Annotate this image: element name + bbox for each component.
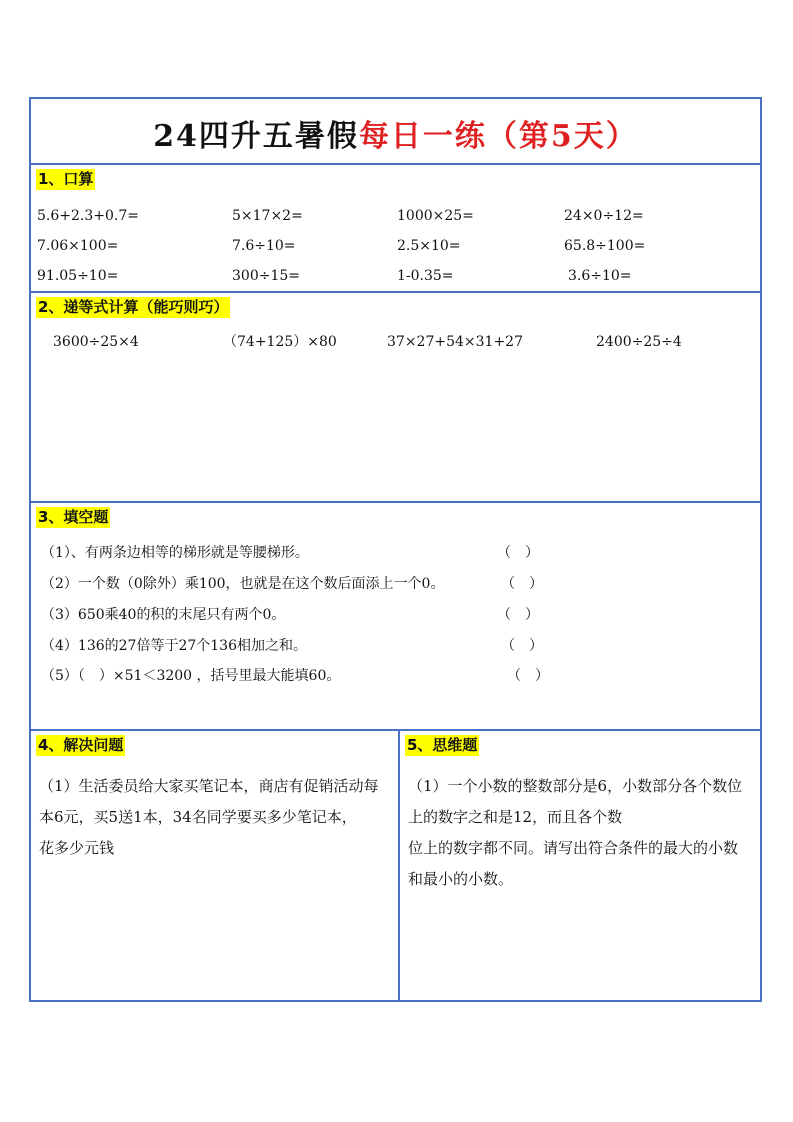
title-highlight: 每日一练（第5天）	[358, 119, 638, 154]
section-word-problem	[31, 731, 398, 1000]
mental-item: 5.6+2.3+0.7=	[37, 208, 139, 224]
problem-line: 本6元，买5送1本，34名同学要买多少笔记本，	[39, 808, 357, 826]
mental-item: 65.8÷100=	[564, 238, 646, 254]
problem-line: （1）生活委员给大家买笔记本，商店有促销活动每	[39, 777, 379, 795]
title-row	[31, 99, 760, 165]
mental-item: 91.05÷10=	[37, 268, 119, 284]
judge-item-text: （5）（ ）×51＜3200 ，括号里最大能填60。	[41, 668, 341, 684]
judge-item-text: （4）136的27倍等于27个136相加之和。	[41, 638, 307, 654]
section-fill-blank	[31, 503, 760, 731]
calc-item: 37×27+54×31+27	[387, 334, 523, 350]
calc-item: 3600÷25×4	[53, 334, 139, 350]
mental-item: 1000×25=	[397, 208, 474, 224]
word-problem-text	[39, 771, 392, 864]
answer-blank[interactable]: （ ）	[497, 607, 539, 623]
mental-item: 2.5×10=	[397, 238, 461, 254]
problem-line: （1）一个小数的整数部分是6，小数部分各个数位	[408, 777, 743, 795]
answer-blank[interactable]: （ ）	[501, 576, 543, 592]
answer-blank[interactable]: （ ）	[501, 638, 543, 654]
section-heading-5: 5、思维题	[407, 736, 478, 754]
mental-item: 7.6÷10=	[232, 238, 296, 254]
mental-item: 300÷15=	[232, 268, 300, 284]
section-thinking	[400, 731, 760, 1000]
problem-line: 上的数字之和是12，而且各个数	[408, 808, 623, 826]
calc-item: （74+125）×80	[223, 334, 337, 350]
mental-item: 1-0.35=	[397, 268, 454, 284]
worksheet	[29, 97, 762, 1002]
title-main: 24四升五暑假	[153, 119, 359, 154]
section-heading-3: 3、填空题	[38, 508, 109, 526]
bottom-row	[31, 731, 760, 1000]
problem-line: 和最小的小数。	[408, 870, 514, 888]
answer-blank[interactable]: （ ）	[497, 545, 539, 561]
section-step-calculation	[31, 293, 760, 503]
section-mental-math	[31, 165, 760, 293]
calc-item: 2400÷25÷4	[596, 334, 682, 350]
section-heading-1: 1、口算	[38, 170, 94, 188]
judge-item-text: （2）一个数（0除外）乘100，也就是在这个数后面添上一个0。	[41, 576, 445, 592]
judge-item-text: （3）650乘40的积的末尾只有两个0。	[41, 607, 286, 623]
judge-item-text: （1）、有两条边相等的梯形就是等腰梯形。	[41, 545, 309, 561]
mental-item: 24×0÷12=	[564, 208, 644, 224]
section-heading-2: 2、递等式计算（能巧则巧）	[38, 298, 229, 316]
answer-blank[interactable]: （ ）	[507, 668, 549, 684]
problem-line: 花多少元钱	[39, 839, 115, 857]
mental-item: 5×17×2=	[232, 208, 303, 224]
mental-item: 3.6÷10=	[568, 268, 632, 284]
page-title	[31, 111, 760, 155]
section-heading-4: 4、解决问题	[38, 736, 124, 754]
mental-item: 7.06×100=	[37, 238, 119, 254]
problem-line: 位上的数字都不同。请写出符合条件的最大的小数	[408, 839, 739, 857]
thinking-problem-text	[408, 771, 754, 895]
